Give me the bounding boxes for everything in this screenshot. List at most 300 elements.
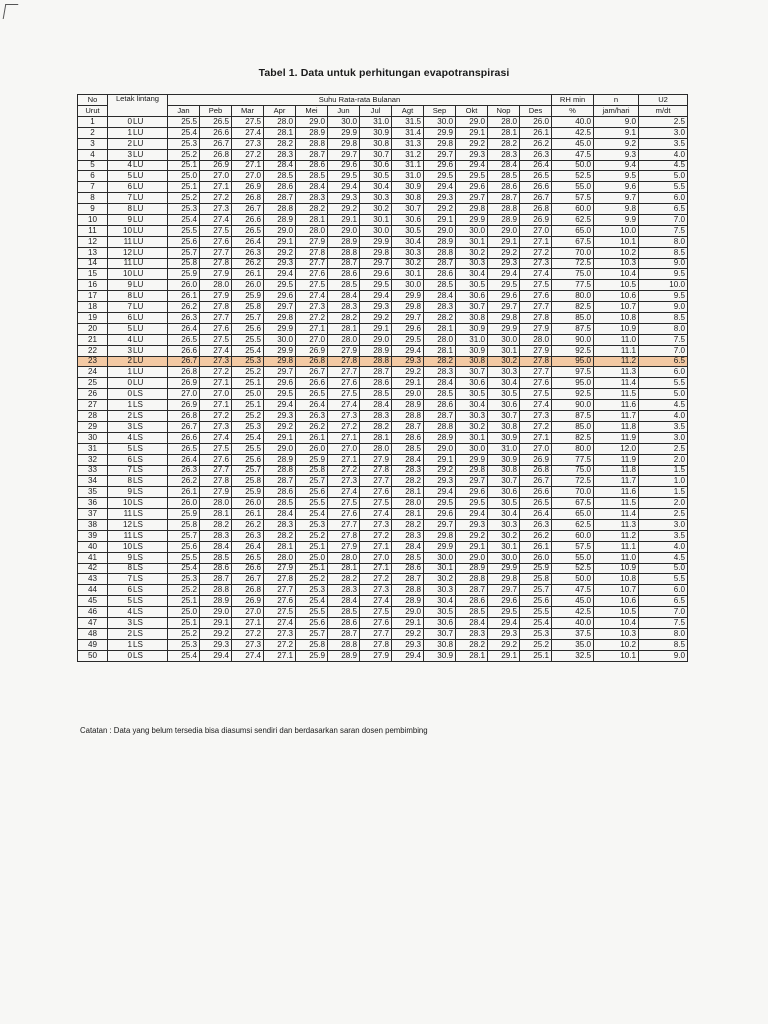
cell-temp-agt: 29.6: [392, 323, 424, 334]
cell-temp-jul: 27.7: [360, 628, 392, 639]
cell-no: 34: [78, 476, 108, 487]
cell-temp-nop: 30.7: [488, 476, 520, 487]
cell-rh-min: 45.0: [552, 138, 594, 149]
cell-n: 10.9: [594, 323, 639, 334]
cell-temp-apr: 28.0: [264, 552, 296, 563]
cell-u2: 6.5: [639, 356, 688, 367]
cell-temp-sep: 29.9: [424, 541, 456, 552]
cell-n: 11.0: [594, 552, 639, 563]
cell-n: 9.1: [594, 127, 639, 138]
cell-temp-jan: 26.0: [168, 498, 200, 509]
cell-temp-sep: 29.3: [424, 476, 456, 487]
latitude-degree: 9: [127, 487, 132, 497]
cell-temp-des: 27.5: [520, 389, 552, 400]
cell-rh-min: 77.5: [552, 280, 594, 291]
cell-latitude: [108, 563, 168, 574]
cell-temp-sep: 29.6: [424, 509, 456, 520]
cell-temp-peb: 28.2: [200, 519, 232, 530]
latitude-degree: 9: [127, 214, 132, 224]
cell-temp-apr: 28.7: [264, 476, 296, 487]
latitude-degree: 2: [127, 138, 132, 148]
cell-temp-des: 26.9: [520, 215, 552, 226]
cell-temp-mei: 26.0: [296, 443, 328, 454]
header-no: No: [78, 95, 108, 106]
table-row: [78, 138, 688, 149]
cell-temp-nop: 29.2: [488, 247, 520, 258]
cell-temp-mei: 25.6: [296, 617, 328, 628]
table-row: [78, 585, 688, 596]
cell-no: 39: [78, 530, 108, 541]
cell-temp-apr: 28.2: [264, 530, 296, 541]
cell-temp-jan: 26.4: [168, 323, 200, 334]
cell-temp-mei: 26.9: [296, 345, 328, 356]
latitude-hemisphere: LS: [133, 454, 143, 464]
table-row: [78, 291, 688, 302]
cell-temp-mar: 26.7: [232, 204, 264, 215]
cell-temp-mar: 26.9: [232, 182, 264, 193]
cell-temp-agt: 29.1: [392, 378, 424, 389]
cell-temp-apr: 29.3: [264, 411, 296, 422]
cell-rh-min: 85.0: [552, 313, 594, 324]
cell-u2: 7.5: [639, 617, 688, 628]
cell-temp-peb: 27.8: [200, 258, 232, 269]
header-month-jan: Jan: [168, 106, 200, 117]
cell-temp-apr: 28.6: [264, 487, 296, 498]
cell-temp-sep: 28.1: [424, 345, 456, 356]
cell-temp-mei: 27.2: [296, 313, 328, 324]
cell-n: 11.8: [594, 421, 639, 432]
table-row: [78, 127, 688, 138]
cell-temp-mar: 25.1: [232, 378, 264, 389]
cell-temp-peb: 27.9: [200, 269, 232, 280]
footnote: Catatan : Data yang belum tersedia bisa diasumsi sendiri dan berdasarkan saran dosen pembimbing: [80, 726, 428, 735]
cell-latitude: [108, 476, 168, 487]
table-row: [78, 617, 688, 628]
cell-rh-min: 92.5: [552, 389, 594, 400]
cell-temp-agt: 29.2: [392, 367, 424, 378]
cell-temp-okt: 29.5: [456, 498, 488, 509]
table-row: [78, 193, 688, 204]
cell-latitude: [108, 258, 168, 269]
cell-temp-peb: 27.8: [200, 476, 232, 487]
cell-temp-des: 26.6: [520, 182, 552, 193]
cell-temp-jun: 28.5: [328, 280, 360, 291]
cell-n: 11.5: [594, 389, 639, 400]
cell-u2: 5.5: [639, 182, 688, 193]
cell-temp-agt: 28.9: [392, 400, 424, 411]
cell-temp-okt: 28.4: [456, 617, 488, 628]
cell-temp-apr: 29.8: [264, 356, 296, 367]
cell-no: 15: [78, 269, 108, 280]
cell-temp-des: 25.7: [520, 585, 552, 596]
cell-temp-nop: 30.8: [488, 465, 520, 476]
cell-temp-peb: 27.2: [200, 411, 232, 422]
latitude-hemisphere: LU: [133, 138, 144, 148]
cell-n: 11.1: [594, 541, 639, 552]
cell-latitude: [108, 171, 168, 182]
cell-temp-mar: 27.3: [232, 639, 264, 650]
cell-temp-apr: 27.4: [264, 617, 296, 628]
cell-temp-okt: 30.3: [456, 411, 488, 422]
cell-temp-peb: 27.5: [200, 334, 232, 345]
cell-temp-des: 26.0: [520, 117, 552, 128]
header-month-sep: Sep: [424, 106, 456, 117]
cell-temp-mei: 26.6: [296, 378, 328, 389]
cell-u2: 3.5: [639, 138, 688, 149]
cell-rh-min: 67.5: [552, 498, 594, 509]
cell-temp-jan: 25.3: [168, 204, 200, 215]
cell-latitude: [108, 628, 168, 639]
latitude-degree: 3: [127, 421, 132, 431]
cell-temp-jan: 26.2: [168, 476, 200, 487]
cell-temp-jan: 25.7: [168, 247, 200, 258]
cell-temp-jan: 26.8: [168, 367, 200, 378]
table-row: [78, 280, 688, 291]
table-row: [78, 607, 688, 618]
latitude-degree: 4: [127, 334, 132, 344]
table-row: [78, 487, 688, 498]
cell-latitude: [108, 334, 168, 345]
cell-temp-des: 25.8: [520, 574, 552, 585]
cell-rh-min: 67.5: [552, 236, 594, 247]
latitude-degree: 0: [127, 650, 132, 660]
cell-temp-jun: 29.8: [328, 138, 360, 149]
header-no-sub: Urut: [78, 106, 108, 117]
latitude-degree: 6: [127, 312, 132, 322]
latitude-degree: 11: [123, 258, 132, 268]
cell-latitude: [108, 367, 168, 378]
cell-temp-des: 25.1: [520, 650, 552, 661]
latitude-degree: 7: [127, 465, 132, 475]
cell-n: 11.9: [594, 454, 639, 465]
cell-temp-nop: 30.2: [488, 530, 520, 541]
cell-temp-des: 27.5: [520, 280, 552, 291]
latitude-hemisphere: LU: [133, 247, 144, 257]
latitude-hemisphere: LU: [133, 258, 144, 268]
cell-temp-mei: 27.7: [296, 258, 328, 269]
cell-temp-jul: 29.1: [360, 323, 392, 334]
cell-temp-jul: 27.2: [360, 530, 392, 541]
cell-rh-min: 57.5: [552, 541, 594, 552]
cell-temp-nop: 28.6: [488, 182, 520, 193]
cell-temp-okt: 29.7: [456, 476, 488, 487]
cell-no: 2: [78, 127, 108, 138]
table-row: [78, 411, 688, 422]
cell-temp-des: 27.6: [520, 291, 552, 302]
cell-u2: 8.5: [639, 639, 688, 650]
cell-temp-nop: 29.5: [488, 607, 520, 618]
table-row: [78, 454, 688, 465]
cell-no: 50: [78, 650, 108, 661]
cell-temp-okt: 29.6: [456, 487, 488, 498]
latitude-hemisphere: LU: [133, 334, 144, 344]
cell-temp-agt: 30.3: [392, 247, 424, 258]
cell-n: 10.6: [594, 596, 639, 607]
cell-temp-sep: 30.9: [424, 650, 456, 661]
cell-temp-jul: 27.7: [360, 476, 392, 487]
table-row: [78, 258, 688, 269]
cell-temp-nop: 28.9: [488, 215, 520, 226]
cell-temp-jul: 28.6: [360, 378, 392, 389]
cell-u2: 7.5: [639, 334, 688, 345]
latitude-hemisphere: LU: [133, 171, 144, 181]
cell-temp-peb: 28.0: [200, 498, 232, 509]
cell-temp-jun: 27.5: [328, 498, 360, 509]
cell-u2: 2.5: [639, 117, 688, 128]
cell-rh-min: 65.0: [552, 509, 594, 520]
table-row: [78, 149, 688, 160]
cell-temp-apr: 28.3: [264, 519, 296, 530]
header-month-nop: Nop: [488, 106, 520, 117]
cell-temp-jul: 30.5: [360, 171, 392, 182]
cell-temp-mar: 26.8: [232, 585, 264, 596]
cell-n: 9.7: [594, 193, 639, 204]
cell-temp-nop: 30.4: [488, 509, 520, 520]
latitude-degree: 11: [123, 236, 132, 246]
cell-temp-mar: 25.2: [232, 367, 264, 378]
cell-temp-okt: 28.3: [456, 628, 488, 639]
cell-temp-jun: 28.9: [328, 236, 360, 247]
cell-temp-nop: 28.5: [488, 171, 520, 182]
latitude-degree: 6: [127, 182, 132, 192]
table-row: [78, 628, 688, 639]
cell-n: 10.0: [594, 225, 639, 236]
cell-temp-sep: 29.2: [424, 204, 456, 215]
cell-temp-mar: 25.6: [232, 323, 264, 334]
cell-u2: 3.0: [639, 432, 688, 443]
cell-no: 10: [78, 215, 108, 226]
cell-temp-jun: 27.8: [328, 356, 360, 367]
cell-u2: 10.0: [639, 280, 688, 291]
cell-rh-min: 50.0: [552, 160, 594, 171]
cell-temp-apr: 27.6: [264, 596, 296, 607]
cell-temp-jan: 25.4: [168, 127, 200, 138]
cell-rh-min: 62.5: [552, 519, 594, 530]
cell-temp-mei: 25.1: [296, 541, 328, 552]
cell-no: 12: [78, 236, 108, 247]
cell-temp-jan: 25.1: [168, 617, 200, 628]
latitude-degree: 0: [127, 378, 132, 388]
cell-temp-jul: 27.9: [360, 454, 392, 465]
cell-n: 11.9: [594, 432, 639, 443]
cell-temp-jan: 25.4: [168, 215, 200, 226]
cell-temp-jan: 26.7: [168, 356, 200, 367]
cell-n: 9.4: [594, 160, 639, 171]
cell-temp-peb: 28.7: [200, 574, 232, 585]
cell-temp-apr: 28.8: [264, 204, 296, 215]
cell-temp-agt: 28.1: [392, 509, 424, 520]
cell-n: 10.3: [594, 258, 639, 269]
table-row: [78, 552, 688, 563]
table-row: [78, 160, 688, 171]
cell-u2: 1.5: [639, 487, 688, 498]
latitude-degree: 5: [127, 323, 132, 333]
cell-u2: 6.5: [639, 596, 688, 607]
cell-temp-apr: 29.9: [264, 323, 296, 334]
latitude-degree: 8: [127, 563, 132, 573]
cell-temp-jan: 25.3: [168, 639, 200, 650]
cell-n: 10.8: [594, 574, 639, 585]
cell-u2: 9.5: [639, 291, 688, 302]
cell-temp-peb: 27.4: [200, 345, 232, 356]
cell-temp-mei: 25.2: [296, 530, 328, 541]
cell-u2: 7.0: [639, 215, 688, 226]
cell-no: 1: [78, 117, 108, 128]
cell-temp-jun: 28.2: [328, 574, 360, 585]
cell-temp-sep: 30.7: [424, 628, 456, 639]
cell-temp-sep: 28.1: [424, 323, 456, 334]
cell-rh-min: 40.0: [552, 117, 594, 128]
header-month-apr: Apr: [264, 106, 296, 117]
cell-temp-sep: 28.2: [424, 313, 456, 324]
cell-temp-nop: 30.9: [488, 454, 520, 465]
cell-rh-min: 70.0: [552, 487, 594, 498]
latitude-degree: 4: [127, 606, 132, 616]
cell-no: 5: [78, 160, 108, 171]
cell-temp-des: 25.2: [520, 639, 552, 650]
header-month-mar: Mar: [232, 106, 264, 117]
cell-temp-jul: 27.1: [360, 563, 392, 574]
cell-temp-nop: 28.2: [488, 138, 520, 149]
cell-temp-nop: 30.3: [488, 519, 520, 530]
cell-temp-mar: 26.7: [232, 574, 264, 585]
cell-temp-agt: 30.6: [392, 215, 424, 226]
cell-latitude: [108, 454, 168, 465]
cell-temp-agt: 30.2: [392, 258, 424, 269]
cell-rh-min: 82.5: [552, 432, 594, 443]
cell-temp-sep: 28.3: [424, 367, 456, 378]
cell-no: 9: [78, 204, 108, 215]
header-month-peb: Peb: [200, 106, 232, 117]
cell-temp-okt: 29.0: [456, 117, 488, 128]
cell-temp-jan: 25.7: [168, 530, 200, 541]
cell-temp-agt: 30.8: [392, 193, 424, 204]
cell-latitude: [108, 607, 168, 618]
cell-temp-agt: 29.1: [392, 617, 424, 628]
cell-temp-nop: 28.0: [488, 117, 520, 128]
cell-temp-peb: 28.5: [200, 552, 232, 563]
latitude-degree: 8: [127, 291, 132, 301]
cell-rh-min: 80.0: [552, 291, 594, 302]
cell-temp-mei: 27.9: [296, 236, 328, 247]
cell-temp-jun: 28.0: [328, 334, 360, 345]
cell-temp-mei: 28.7: [296, 149, 328, 160]
cell-temp-mei: 25.9: [296, 650, 328, 661]
latitude-hemisphere: LS: [133, 519, 143, 529]
cell-temp-apr: 29.5: [264, 280, 296, 291]
cell-temp-jul: 29.4: [360, 291, 392, 302]
cell-temp-sep: 28.9: [424, 236, 456, 247]
cell-no: 14: [78, 258, 108, 269]
latitude-degree: 4: [127, 432, 132, 442]
cell-temp-apr: 29.6: [264, 291, 296, 302]
cell-temp-jul: 27.8: [360, 639, 392, 650]
cell-rh-min: 80.0: [552, 443, 594, 454]
cell-temp-jul: 28.7: [360, 367, 392, 378]
cell-temp-agt: 28.8: [392, 411, 424, 422]
latitude-hemisphere: LS: [133, 606, 143, 616]
cell-temp-jul: 27.4: [360, 596, 392, 607]
cell-temp-jun: 27.2: [328, 421, 360, 432]
table-row: [78, 465, 688, 476]
cell-temp-peb: 27.8: [200, 302, 232, 313]
cell-temp-jul: 28.3: [360, 411, 392, 422]
cell-temp-peb: 27.0: [200, 389, 232, 400]
latitude-degree: 5: [127, 596, 132, 606]
cell-temp-peb: 27.0: [200, 171, 232, 182]
latitude-hemisphere: LU: [133, 291, 144, 301]
cell-rh-min: 65.0: [552, 225, 594, 236]
cell-temp-sep: 28.4: [424, 291, 456, 302]
cell-temp-agt: 31.4: [392, 127, 424, 138]
cell-temp-mar: 26.8: [232, 193, 264, 204]
cell-temp-peb: 26.5: [200, 117, 232, 128]
cell-no: 13: [78, 247, 108, 258]
latitude-hemisphere: LU: [133, 323, 144, 333]
cell-temp-mar: 26.0: [232, 498, 264, 509]
cell-temp-agt: 29.4: [392, 345, 424, 356]
cell-latitude: [108, 574, 168, 585]
cell-temp-nop: 29.9: [488, 563, 520, 574]
cell-temp-agt: 29.8: [392, 302, 424, 313]
cell-temp-sep: 29.4: [424, 182, 456, 193]
cell-u2: 3.0: [639, 519, 688, 530]
cell-temp-okt: 31.0: [456, 334, 488, 345]
cell-temp-des: 26.3: [520, 149, 552, 160]
cell-latitude: [108, 160, 168, 171]
cell-temp-peb: 28.3: [200, 530, 232, 541]
latitude-degree: 3: [127, 149, 132, 159]
cell-temp-nop: 30.3: [488, 367, 520, 378]
table-row: [78, 443, 688, 454]
table-row: [78, 334, 688, 345]
cell-n: 11.8: [594, 465, 639, 476]
cell-rh-min: 72.5: [552, 476, 594, 487]
latitude-hemisphere: LS: [133, 487, 143, 497]
cell-temp-agt: 28.7: [392, 574, 424, 585]
cell-temp-mar: 25.8: [232, 476, 264, 487]
latitude-degree: 8: [127, 204, 132, 214]
table-row: [78, 378, 688, 389]
cell-rh-min: 55.0: [552, 182, 594, 193]
cell-temp-apr: 28.7: [264, 193, 296, 204]
cell-n: 10.1: [594, 650, 639, 661]
cell-temp-sep: 28.6: [424, 400, 456, 411]
table-title: Tabel 1. Data untuk perhitungan evapotranspirasi: [258, 67, 510, 79]
cell-temp-apr: 29.4: [264, 400, 296, 411]
cell-temp-mar: 26.2: [232, 258, 264, 269]
cell-latitude: [108, 639, 168, 650]
cell-temp-jul: 28.5: [360, 389, 392, 400]
cell-temp-sep: 29.1: [424, 215, 456, 226]
cell-temp-nop: 29.1: [488, 236, 520, 247]
cell-u2: 3.0: [639, 127, 688, 138]
cell-temp-mei: 25.5: [296, 607, 328, 618]
cell-temp-mar: 25.3: [232, 421, 264, 432]
cell-temp-okt: 30.4: [456, 269, 488, 280]
cell-latitude: [108, 117, 168, 128]
cell-u2: 6.0: [639, 367, 688, 378]
page-corner-mark: [3, 4, 19, 19]
cell-temp-des: 27.9: [520, 345, 552, 356]
cell-n: 11.7: [594, 476, 639, 487]
table-row: [78, 432, 688, 443]
cell-rh-min: 62.5: [552, 215, 594, 226]
cell-temp-jul: 28.0: [360, 443, 392, 454]
cell-temp-apr: 28.4: [264, 160, 296, 171]
cell-temp-jul: 27.8: [360, 465, 392, 476]
cell-temp-agt: 28.3: [392, 465, 424, 476]
